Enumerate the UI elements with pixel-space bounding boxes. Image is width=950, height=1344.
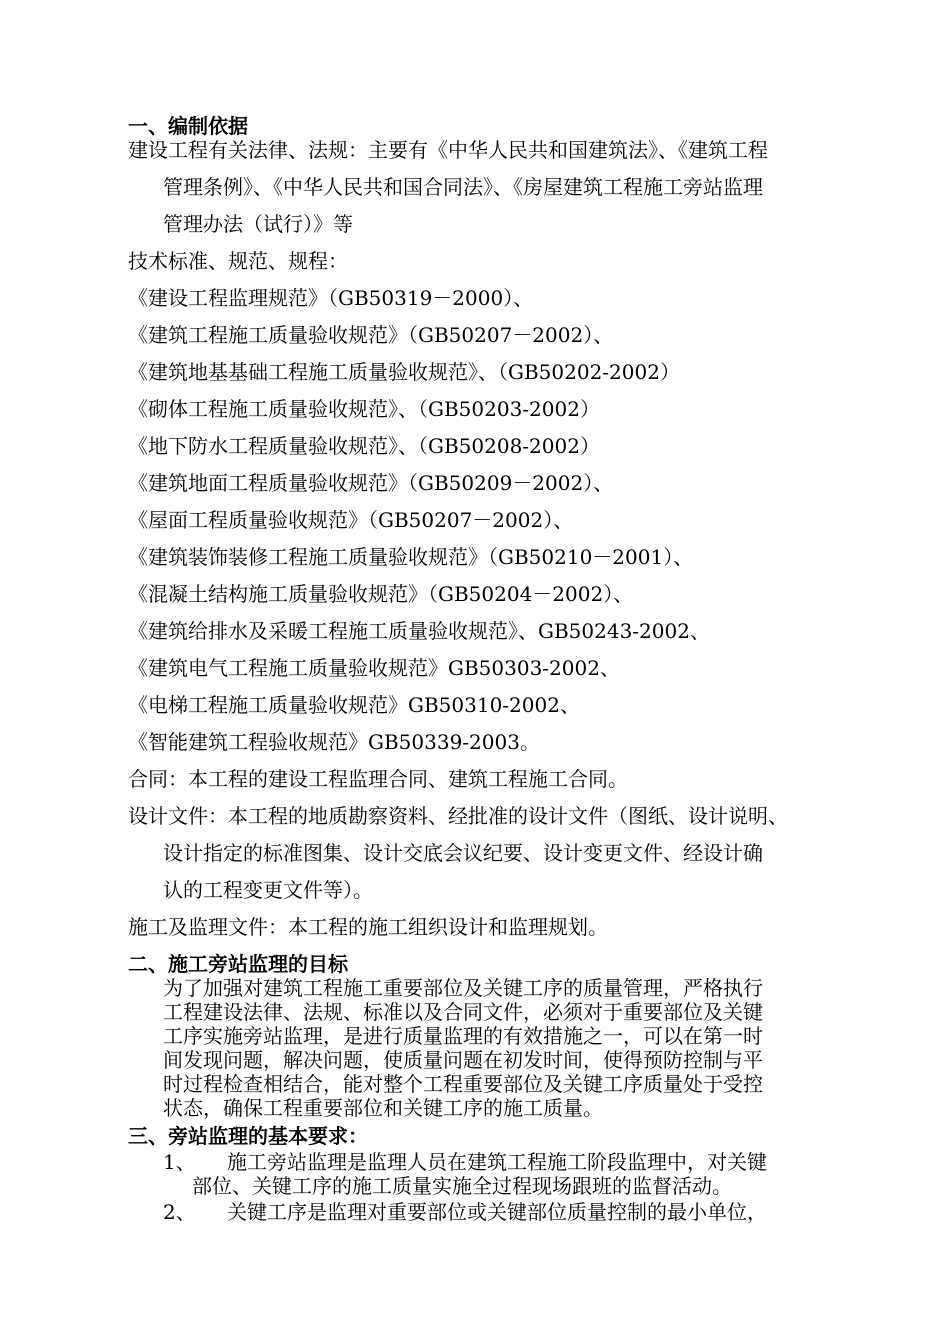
standard-item: 《建筑地基基础工程施工质量验收规范》、（GB50202-2002） (128, 360, 680, 384)
section-2-heading: 二、施工旁站监理的目标 (128, 952, 348, 976)
section-1-heading: 一、编制依据 (128, 114, 248, 138)
standard-item: 《建筑装饰装修工程施工质量验收规范》（GB50210－2001）、 (128, 545, 694, 569)
standard-item: 《建筑地面工程质量验收规范》（GB50209－2002）、 (128, 471, 614, 495)
section-2-line: 状态，确保工程重要部位和关键工序的施工质量。 (163, 1096, 603, 1120)
standard-item: 《地下防水工程质量验收规范》、（GB50208-2002） (128, 434, 600, 458)
section-1-line: 认的工程变更文件等）。 (163, 878, 373, 902)
requirement-continuation: 部位、关键工序的施工质量实施全过程现场跟班的监督活动。 (192, 1174, 732, 1198)
section-1-line: 管理办法（试行）》等 (163, 212, 353, 236)
standard-item: 《建筑给排水及采暖工程施工质量验收规范》、GB50243-2002、 (128, 619, 710, 643)
requirement-number: 2、 (163, 1200, 196, 1224)
section-1-line: 设计指定的标准图集、设计交底会议纪要、设计变更文件、经设计确 (163, 841, 763, 865)
requirement-number: 1、 (163, 1150, 196, 1174)
requirement-text: 施工旁站监理是监理人员在建筑工程施工阶段监理中，对关键 (227, 1150, 767, 1174)
standard-item: 《电梯工程施工质量验收规范》GB50310-2002、 (128, 693, 580, 717)
section-2-line: 时过程检查相结合，能对整个工程重要部位及关键工序质量处于受控 (163, 1072, 763, 1096)
standard-item: 《屋面工程质量验收规范》（GB50207－2002）、 (128, 508, 574, 532)
standard-item: 《砌体工程施工质量验收规范》、（GB50203-2002） (128, 397, 600, 421)
section-2-line: 间发现问题，解决问题，使质量问题在初发时间，使得预防控制与平 (163, 1048, 763, 1072)
section-1-line: 施工及监理文件：本工程的施工组织设计和监理规划。 (128, 915, 608, 939)
section-1-line: 设计文件：本工程的地质勘察资料、经批准的设计文件（图纸、设计说明、 (128, 804, 788, 828)
requirement-item (163, 1150, 767, 1174)
section-1-line: 技术标准、规范、规程： (128, 249, 348, 273)
standard-item: 《建设工程监理规范》（GB50319－2000）、 (128, 286, 534, 310)
section-1-line: 管理条例》、《中华人民共和国合同法》、《房屋建筑工程施工旁站监理 (163, 175, 763, 199)
standard-item: 《建筑电气工程施工质量验收规范》GB50303-2002、 (128, 656, 620, 680)
section-2-line: 工程建设法律、法规、标准以及合同文件，必须对于重要部位及关键 (163, 1000, 763, 1024)
requirement-item (163, 1200, 767, 1224)
requirement-text: 关键工序是监理对重要部位或关键部位质量控制的最小单位， (227, 1200, 767, 1224)
section-2-line: 工序实施旁站监理，是进行质量监理的有效措施之一，可以在第一时 (163, 1024, 763, 1048)
standard-item: 《智能建筑工程验收规范》GB50339-2003。 (128, 730, 540, 754)
section-1-line: 建设工程有关法律、法规：主要有《中华人民共和国建筑法》、《建筑工程 (128, 138, 768, 162)
section-2-line: 为了加强对建筑工程施工重要部位及关键工序的质量管理，严格执行 (163, 976, 763, 1000)
section-1-line: 合同：本工程的建设工程监理合同、建筑工程施工合同。 (128, 767, 628, 791)
standard-item: 《混凝土结构施工质量验收规范》（GB50204－2002）、 (128, 582, 634, 606)
section-3-heading: 三、旁站监理的基本要求： (128, 1124, 368, 1148)
standard-item: 《建筑工程施工质量验收规范》（GB50207－2002）、 (128, 323, 614, 347)
